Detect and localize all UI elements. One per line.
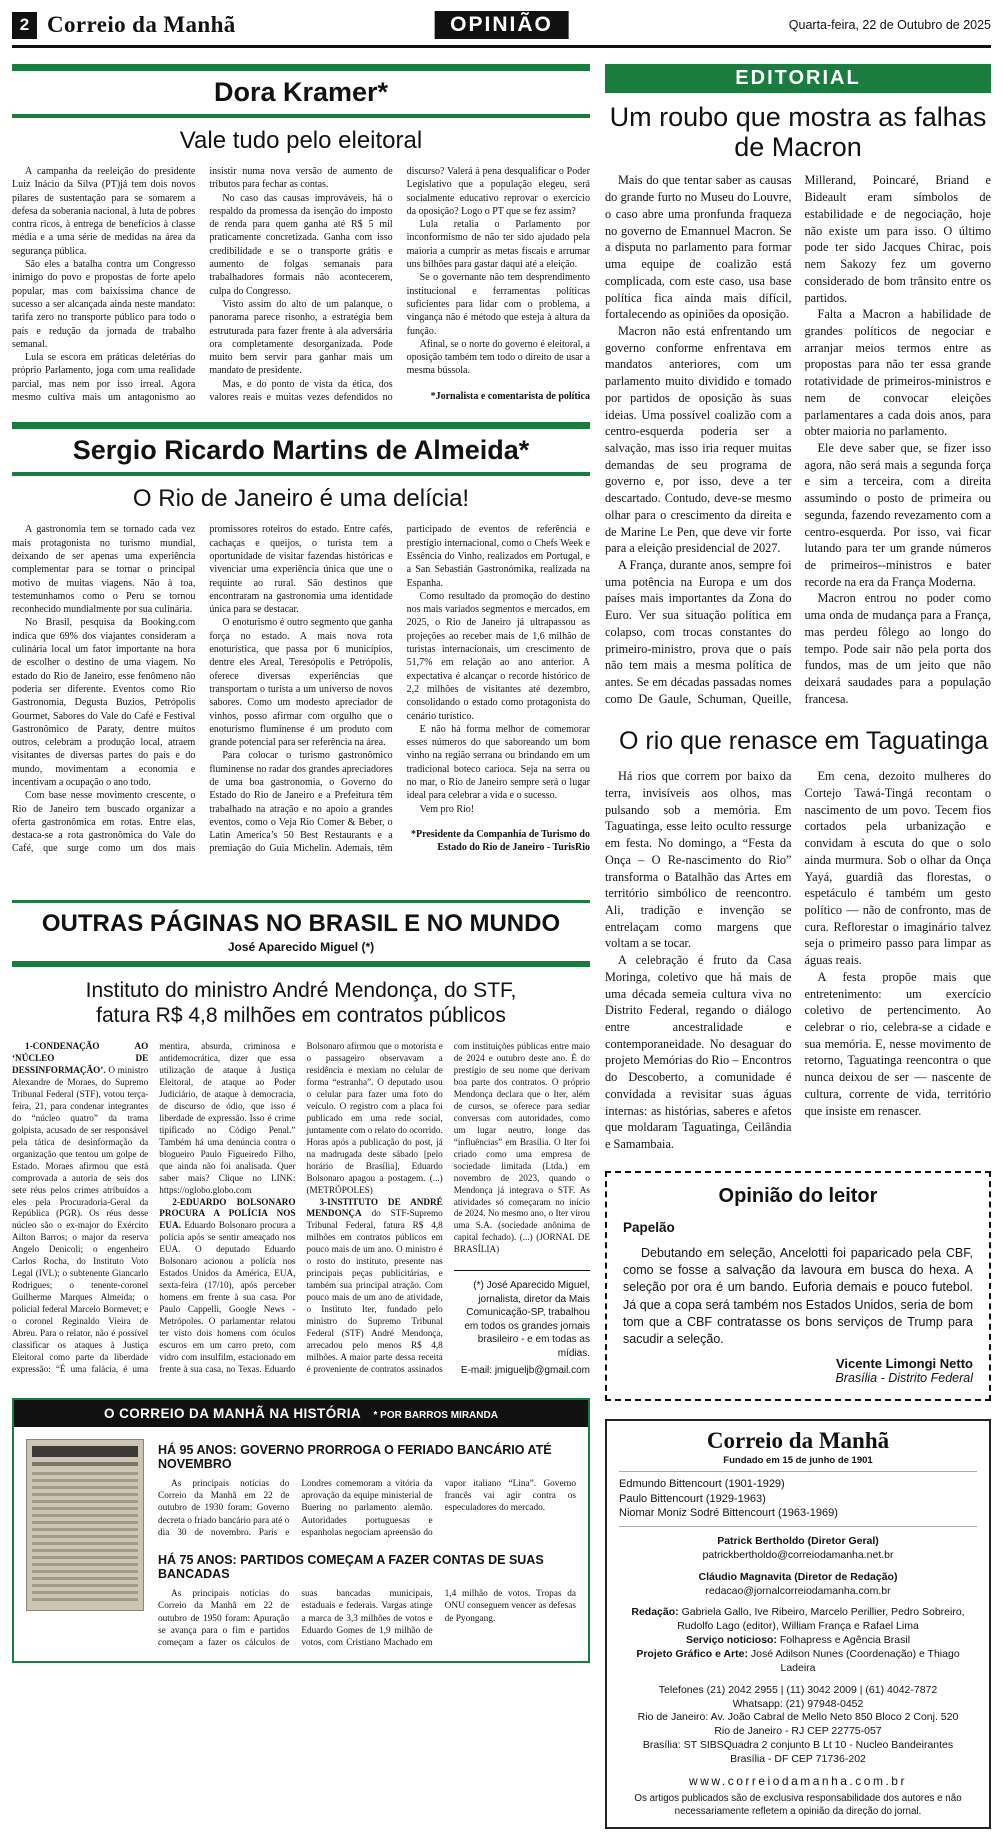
masthead-contacts [619, 1684, 977, 1767]
paragraph: No caso das causas improváveis, há o respaldo da promessa da isenção do imposto de renda para quem ganha até R$ 5 mil praticamente concretizada. Ganha com isso credibilidade e se o transporte grátis e aumento de folgas semanais para trabalhadores formais não acontecerem, culpa do Congresso. [209, 192, 393, 297]
reader-section-title: Opinião do leitor [718, 1184, 878, 1207]
right-column [605, 64, 991, 1829]
article-title: O rio que renasce em Taguatinga [619, 727, 989, 756]
paragraph: A França, durante anos, sempre foi uma potência na Europa e um dos países mais importantes da Zona do Euro. Ver sua situação política em colapso, com trocas constantes do primeiro-ministro, prova que o país não tem mais a mesma política de antes. Se em décadas passadas nomes como De Gaule, Schuman, Queille, Millerand, Poincaré, Briand e Bideault eram símbolos de estabilidade e de negociação, hoje não existe um para isso. O último pode ter sido Jacques Chirac, pois nem Sakozy fez um governo considerado de bom trânsito entre os partidos. [605, 173, 991, 706]
address-rio: Rio de Janeiro: Av. João Cabral de Mello Neto 850 Bloco 2 Conj. 520 [637, 1711, 959, 1724]
history-title-bar [14, 1400, 588, 1427]
founder: Niomar Moniz Sodré Bittencourt (1963-1969) [619, 1507, 838, 1520]
page-number: 2 [12, 12, 37, 39]
editorial-section [605, 64, 991, 707]
article-dora-kramer [12, 64, 590, 404]
paragraph: São eles a batalha contra um Congresso inimigo do povo e propostas de forte apelo popular, mas com baixíssima chance de sucesso a ser alcançada ainda neste mandato: tarifa zero no transporte público para todo o país e redução da jornada de trabalho semanal. [12, 259, 196, 350]
green-bar [12, 64, 590, 71]
history-byline: * POR BARROS MIRANDA [373, 1409, 498, 1421]
label: Serviço noticioso: [685, 1634, 777, 1647]
phones: Telefones (21) 2042 2955 | (11) 3042 2009 | (61) 4042-7872 [658, 1683, 938, 1696]
paragraph: As principais notícias do Correio da Manhã em 22 de outubro de 1950 foram: Apuração se avança para o fim e partidos começam a fazer os cálculos de suas bancadas municipais, estaduais e federais. Vargas atinge a marca de 3,3 milhões de votos e Eduardo Gomes de 1,9 milhão de votos, com Cristiano Machado em 1,4 milhão de votos. Tropas da ONU conseguem vencer as defesas de Pyongang. [158, 1589, 576, 1649]
director-email: patrickbertholdo@correiodamanha.net.br [702, 1548, 894, 1561]
founder: Edmundo Bittencourt (1901-1929) [619, 1478, 785, 1491]
section-byline: José Aparecido Miguel (*) [227, 939, 375, 954]
letter-author: Vicente Limongi Netto [836, 1356, 973, 1372]
label: Redação: [631, 1606, 679, 1619]
paragraph: Se o governante não tem desprendimento institucional e ferramentas políticas suficientes para lidar com o problema, a vingança não é método que esteja à altura da função. [406, 272, 590, 337]
history-entry-body [158, 1588, 576, 1649]
history-entry-heading: HÁ 75 ANOS: PARTIDOS COMEÇAM A FAZER CONTAS DE SUAS BANCADAS [158, 1553, 544, 1582]
paragraph: Ele deve saber que, se fizer isso agora, não será mais a segunda força e sim a terceira, com a direita assumindo o posto de primeira ou segunda, fazendo revezamento com a centro-esquerda. Por isso, vai ficar lutando para ter um grande números de primeiros--ministros e bater recorde na era da França Moderna. [804, 440, 991, 589]
section-headline: Instituto do ministro André Mendonça, do STF, fatura R$ 4,8 milhões em contratos públicos [85, 978, 517, 1027]
author-signature: *Jornalista e comentarista de política [430, 390, 590, 402]
paragraph: Afinal, se o norte do governo é eleitoral, a oposição também tem todo o direito de usar a mesma bússola. [406, 338, 590, 377]
historical-newspaper-thumbnail [26, 1439, 144, 1611]
paragraph: Em cena, dezoito mulheres do Cortejo Tawá-Tingá recontam o nascimento de um povo. Tecem fios cortados pela urbanização e convidam à escuta do que o solo ainda murmura. Sob o olhar da Onça Yayá, guardiã das florestas, o espetáculo é também um gesto político — não de confronto, mas de cura. Reflorestar o imaginário talvez seja o primeiro passo para limpar as águas reais. [804, 769, 991, 968]
main-content [12, 64, 991, 1829]
history-title: O CORREIO DA MANHÃ NA HISTÓRIA [104, 1405, 362, 1421]
section-title: OPINIÃO [434, 11, 569, 39]
paragraph: A festa propõe mais que entretenimento: um exercício coletivo de pertencimento. Ao celebrar o rio, celebra-se a cidade e sua memória. E, nesse movimento de retorno, Taguatinga reencontra o que nunca deixou de ser — nascente de cultura, corrente de vida, território que insiste em renascer. [804, 969, 991, 1118]
thumbnail-masthead [32, 1446, 138, 1457]
history-box [12, 1398, 590, 1664]
article-body [12, 523, 590, 855]
footnote-email: E-mail: jmigueljb@gmail.com [460, 1365, 590, 1377]
newspaper-brand: Correio da Manhã [47, 12, 236, 37]
website-url: www.correiodamanha.com.br [689, 1773, 907, 1788]
address-rio-cep: Rio de Janeiro - RJ CEP 22775-057 [714, 1725, 882, 1738]
paragraph: O enoturismo é outro segmento que ganha força no estado. A mais nova rota enoturística, que passa por 6 municípios, dentre eles Areal, Teresópolis e Petrópolis, oferece diversas experiências que transportam o turista a um universo de novos sabores. Como um modesto apreciador de vinhos, posso afirmar com orgulho que o enoturismo fluminense é um produto com grande potencial para ser referência na área. [209, 617, 393, 749]
thumbnail-columns [32, 1472, 138, 1604]
reader-opinion-box [605, 1171, 991, 1402]
left-column [12, 64, 590, 1829]
news-item-text: O ministro Alexandre de Moraes, do Supremo Tribunal Federal (STF), votou terça-feira, 21, para condenar integrantes do “núcleo quatro” da trama golpista, acusado de ser responsável pela tática de desinformação da organização que tentou um golpe de Estado. Moraes afirmou que está comprovada a autoria de seis dos sete réus pelos crimes atribuídos a eles pela Procuradoria-Geral da República (PGR). Os réus desse núcleo são o ex-major do Exército Ailton Barros; o major da reserva Angelo Denicoli; o engenheiro Carlos Rocha, do Instituto Voto Legal (IVL); o subtenente Giancarlo Rodrigues; o tenente-coronel Guilherme Marques Almeida; o policial federal Marcelo Bormevet; e o coronel Reginaldo Vieira de Abreu. Para o relator, não é possível classificar os ataques à Justiça Eleitoral como parte da liberdade expressão: “É uma falácia, é uma mentira, absurda, criminosa e antidemocrática, dizer que essa utilização de ataque à Justiça Eleitoral, de ataque ao Poder Judiciário, de ataque à democracia, de discurso de ódio, que isso é liberdade de expressão. Isso é crime tipificado no Código Penal.” Também há uma denúncia contra o blogueiro Paulo Figueiredo Filho, que ainda não foi analisada. Quer saber mais? Clique no LINK: https://oglobo.globo.com [12, 1041, 296, 1374]
columnist-footnote [454, 1270, 590, 1378]
page-header [12, 8, 991, 42]
label: Projeto Gráfico e Arte: [636, 1647, 748, 1660]
editorial-title: Um roubo que mostra as falhas de Macron [609, 102, 987, 163]
value: Folhapress e Agência Brasil [779, 1634, 911, 1647]
divider [619, 1471, 977, 1472]
value: Gabriela Gallo, Ive Ribeiro, Marcelo Perillier, Pedro Sobreiro, Rudolfo Lago (editor), William França e Rafael Lima [677, 1606, 965, 1633]
founder: Paulo Bittencourt (1929-1963) [619, 1492, 766, 1505]
section-outras-paginas [12, 900, 590, 1378]
article-body [12, 165, 590, 404]
article-taguatinga [605, 707, 991, 1152]
masthead-box [605, 1419, 991, 1828]
news-item-lead: 3-INSTITUTO DE ANDRÉ MENDONÇA [306, 1196, 443, 1219]
paragraph: Como resultado da promoção do destino nos mais variados segmentos e mercados, em 2025, o Rio de Janeiro já ultrapassou as projeções ao receber mais de 1,6 milhão de turistas internacionais, um crescimento de 51,7% em relação ao ano anterior. A expectativa é alcançar o recorde histórico de 2,2 milhões de visitantes até dezembro, consolidando o estado como protagonista do cenário turístico. [406, 590, 590, 722]
history-entry-body [158, 1478, 576, 1539]
author-signature: *Presidente da Companhia de Turismo do Estado do Rio de Janeiro - TurisRio [410, 828, 590, 854]
paragraph: No Brasil, pesquisa da Booking.com indica que 69% dos viajantes consideram a culinária local um fator importante na hora de escolher o destino de uma viagem. No estado do Rio de Janeiro, esse fenômeno não poderia ser diferente. Eventos como Rio Gastronomia, Degusta Buzios, Petrópolis Gourmet, Sabores do Vale do Café e Festival Gastronômico de Paraty, dentre muitos outros, celebram a produção local, atraem visitantes de diversas partes do país e do mundo, movimentam a economia e incentivam a ocupação o ano todo. [12, 617, 196, 788]
news-items [12, 1041, 590, 1378]
article-title: O Rio de Janeiro é uma delícia! [132, 485, 470, 513]
paragraph: As principais notícias do Correio da Manhã em 22 de outubro de 1930 foram: Governo decreta o friado bancário para até o dia 30 de novembro. Paris e Londres comemoram a vitória da aprovação da equipe ministerial de Buering no parlamento alemão. Autoridades portuguesas e espanholas negociam apreensão do vapor italiano “Lina”. Governo francês vai agir contra os especuladores do mercado. [158, 1478, 576, 1538]
thumbnail-subhead [32, 1462, 138, 1466]
paragraph: A celebração é fruto da Casa Moringa, coletivo que há mais de uma década semeia cultura viva no Distrito Federal, regando o diálogo entre ancestralidade e contemporaneidade. No desaguar do projeto Memórias do Rio – Encontros do Descoberto, a comunidade é convidada a revisitar suas águas internas: as histórias, saberes e afetos que moldaram Taguatinga, Ceilândia e Samambaia. [605, 953, 792, 1152]
news-item-text: Eduardo Bolsonaro procura a polícia após se sentir ameaçado nos EUA. O deputado Eduardo Bolsonaro acionou a polícia nos Estados Unidos da América, EUA, sexta-feira (17/10), após perceber homens em frente à sua casa. Por Paulo Cappelli, Google News - Metrópoles. O parlamentar relatou ter visto dois homens com óculos escuros em um carro preto, com vidro com insulfilm, estacionado em frente à sua casa, no Texas. Eduardo Bolsonaro afirmou que o motorista e o passageiro observavam a residência e mexiam no celular de forma “estranha”. O deputado usou o celular para fazer uma foto do veículo. O registro com a placa foi publicado em uma rede social, juntamente com o relato do ocorrido. Horas após a publicação do post, já na madrugada deste sábado [pelo horário de Brasília], Eduardo Bolsonaro apagou a postagem. (...) (METRÓPOLES) [159, 1041, 443, 1374]
article-title: Vale tudo pelo eleitoral [179, 127, 423, 154]
paragraph: Falta a Macron a habilidade de grandes políticos de negociar e arranjar meios termos entre as propostas para não ter essa grande rotatividade de primeiros-ministros e nem de convocar eleições parlamentares a cada dois anos, para obter maioria no parlamento. [804, 307, 991, 439]
masthead-founders [619, 1477, 977, 1521]
paragraph: Lula retalia o Parlamento por inconformismo de não ter sido ajudado pela maioria a cumprir as metas fiscais e arrumar uns bilhões para gastar daqui até a eleição. [406, 219, 590, 271]
paragraph: Mais do que tentar saber as causas do grande furto no Museu do Louvre, o caso abre uma pronfunda fraqueza no governo de Emannuel Macron. Se a disputa no parlamento para formar uma equipe de coalizão está complicada, com este caso, usa base política fica ainda mais difícil, fortalecendo as opiniões da oposição. [605, 173, 792, 322]
news-item-lead: 2-EDUARDO BOLSONARO PROCURA A POLÍCIA NOS EUA. [159, 1196, 296, 1231]
history-entry-heading: HÁ 95 ANOS: GOVERNO PRORROGA O FERIADO BANCÁRIO ATÉ NOVEMBRO [158, 1442, 552, 1471]
editor-email: redacao@jornalcorreiodamanha.com.br [705, 1584, 891, 1597]
masthead-staff [619, 1606, 977, 1675]
director-name: Patrick Bertholdo (Diretor Geral) [717, 1534, 879, 1547]
paragraph: Mas, e do ponto de vista da ética, dos valores reais e muitas vezes defendidos no discurso? Valerá à pena desqualificar o Poder Legislativo que a população elegeu, será socialmente educativo reprovar o exercício da oposição? Logo o PT que se fez assim? [209, 166, 590, 404]
editor-name: Cláudio Magnavita (Diretor de Redação) [698, 1570, 898, 1583]
address-bsb-cep: Brasília - DF CEP 71736-202 [730, 1752, 866, 1765]
letter-body: Debutando em seleção, Ancelotti foi paparicado pela CBF, como se fosse a salvação da lavoura em busca do hexa. A seleção por ora é um bando. Euforia demais e pouco futebol. Já que a copa será também nos Estados Unidos, seria de bom tom que a CBF contratasse os bons serviços de Trump para sacudir a seleção. [623, 1245, 973, 1346]
staff-servico [619, 1634, 977, 1648]
address-bsb: Brasília: ST SIBSQuadra 2 conjunto B Lt 10 - Nucleo Bandeirantes [642, 1739, 954, 1752]
paragraph: Há rios que correm por baixo da terra, invisíveis aos olhos, mas pulsando sob a memória. Em Taguatinga, esse leito oculto ressurge em festa. No domingo, a “Festa da Onça – O Re-nascimento do Rio” transforma o Batalhão das Artes em território simbólico de reencontro. Ali, tradição e invenção se entrelaçam como margens que voltam a se tocar. [605, 769, 792, 951]
section-title: OUTRAS PÁGINAS NO BRASIL E NO MUNDO [41, 909, 561, 937]
masthead-director [619, 1535, 977, 1563]
paragraph: A gastronomia tem se tornado cada vez mais protagonista no turismo mundial, deixando de ser apenas uma experiência complementar para se tornar o principal motivo de muitas viagens. Não à toa, testemunhamos como o Peru se tornou reconhecido mundialmente por sua culinária. [12, 524, 196, 616]
staff-projeto [619, 1648, 977, 1676]
value: José Adilson Nunes (Coordenação) e Thiago Ladeira [750, 1647, 960, 1674]
article-author: Sergio Ricardo Martins de Almeida* [72, 435, 530, 466]
green-bar [12, 422, 590, 429]
article-author: Dora Kramer* [213, 77, 389, 107]
news-item-lead: 1-CONDENAÇÃO AO ‘NÚCLEO DE DESSINFORMAÇÃO’. [12, 1041, 149, 1076]
article-body [605, 768, 991, 1153]
editorial-body [605, 172, 991, 707]
header-rule [12, 45, 991, 48]
masthead-founded: Fundado em 15 de junho de 1901 [723, 1455, 873, 1467]
paragraph: Visto assim do alto de um palanque, o panorama parece risonho, a estratégia bem estruturada para fazer frente à ala adversária ora completamente desorganizada. Pode muito bem servir para ganhar mais um mandato de presidente. [209, 298, 393, 377]
masthead-editor [619, 1571, 977, 1599]
whatsapp: Whatsapp: (21) 97948-0452 [732, 1697, 864, 1710]
paragraph: Macron não está enfrentando um governo conforme enfrentava em mandatos anteriores, com um parlamento muito dividido e tomado por partidos de oposição às suas ideias. Uma possível coalizão com a centro-esquerda poderia ser a salvação, mas isso iria requer muitas demandas de seu programa de governo e, por isso, deve a ter descartado. Contudo, deve-se mesmo olhar para o crescimento da direita e de Marine Le Pen, que deve vir forte para a eleição presidencial de 2027. [605, 323, 792, 556]
edition-date: Quarta-feira, 22 de Outubro de 2025 [788, 18, 991, 32]
masthead-logo: Correio da Manhã [706, 1428, 890, 1454]
article-sergio-ricardo [12, 422, 590, 855]
letter-heading: Papelão [623, 1219, 675, 1235]
masthead-disclaimer: Os artigos publicados são de exclusiva responsabilidade dos autores e não necessariamente refletem a opinião da direção do jornal. [634, 1792, 962, 1817]
paragraph: A campanha da reeleição do presidente Luiz Inácio da Silva (PT)já tem dois novos pilares de sustentação para se somarem a defesa da soberania nacional, à luta de pobres contra ricos, à entrega de benefícios à classe média e a uma série de medidas na área da segurança pública. [12, 166, 196, 257]
news-item-text: do STF-Supremo Tribunal Federal, fatura R$ 4,8 milhões em contratos públicos em pouco mais de um ano. O ministro é o rosto do instituto, presente nas principais peças publicitárias, e também sua principal atração. Com pouco mais de um ano de atividade, o Instituto Iter, fundado pelo ministro do Supremo Tribunal Federal (STF) André Mendonça, arrecadou pelo menos R$ 4,8 milhões. A maior parte dessa receita é proveniente de contratos assinados com instituições públicas entre maio de 2024 e outubro deste ano. É do prestígio de seu nome que derivam boa parte dos contratos. O próprio Mendonça declara que o Iter, além de cursos, se oferece para sediar conversas com autoridades, como um lugar neutro, longe das “influências” em Brasília. O Iter foi criado como uma empresa de sociedade limitada (Ltda.) em novembro de 2023, quando o Mendonça já integrava o STF. As atividades só começaram no início de 2024. No mesmo ano, o Iter virou uma S.A. (sociedade anônima de capital fechado). (...) (JORNAL DE BRASÍLIA) [306, 1041, 590, 1374]
paragraph: Para colocar o turismo gastronômico fluminense no radar dos grandes apreciadores de uma boa gastronomia, o Governo do Estado do Rio de Janeiro e a Prefeitura têm trabalhado na atração e no apoio a grandes eventos, como o Veja Rio Comer & Beber, o Latin America’s 50 Best Restaurants e a premiação do Guia Michelin. Ademais, têm participado de eventos de referência e prestígio internacional, como o Chefs Week e Essência do Vinho, realizados em Portugal, e a San Sebastián Gastronómika, realizada na Espanha. [209, 524, 590, 855]
footnote-text: (*) José Aparecido Miguel, jornalista, diretor da Mais Comunicação-SP, trabalhou em todos os grandes jornais brasileiro - e em todas as mídias. [464, 1280, 590, 1359]
paragraph: E não há forma melhor de comemorar esses números do que saboreando um bom vinho na região serrana ou brindando em um tradicional boteco carioca. Seja na serra ou no mar, o Rio de Janeiro sempre será o lugar ideal para celebrar a vida e o sucesso. [406, 723, 590, 802]
divider [619, 1526, 977, 1527]
history-content [14, 1427, 588, 1662]
history-entries [158, 1439, 576, 1650]
staff-redacao [619, 1606, 977, 1634]
editorial-label: EDITORIAL [605, 64, 991, 93]
paragraph: Com base nesse movimento crescente, o Rio de Janeiro tem buscado organizar a oferta gastronômica em rotas. Entre elas, destaca-se a rota gastronômica do Vale do Café, que surge como um dos mais promissores roteiros do estado. Entre cafés, cachaças e queijos, o turista tem a oportunidade de visitar fazendas históricas e vivenciar uma experiência única que une o requinte ao rural. São destinos que encontraram na gastronomia uma identidade única para se destacar. [12, 524, 393, 855]
paragraph: Vem pro Rio! [419, 803, 475, 815]
paragraph: Lula se escora em práticas deletérias do próprio Parlamento, joga com uma realidade parcial, mas nem por isso irreal. Agora mesmo cultiva mais um antagonismo ao insistir numa nova versão de aumento de tributos para fechar as contas. [12, 166, 393, 404]
letter-location: Brasília - Distrito Federal [835, 1371, 973, 1386]
paragraph: Macron entrou no poder como uma onda de mudança para a França, mas perdeu fôlego ao longo do tempo. Pode sair não pela porta dos fundos, mas de um jeito que não deixará saudades para a população francesa. [804, 591, 991, 706]
